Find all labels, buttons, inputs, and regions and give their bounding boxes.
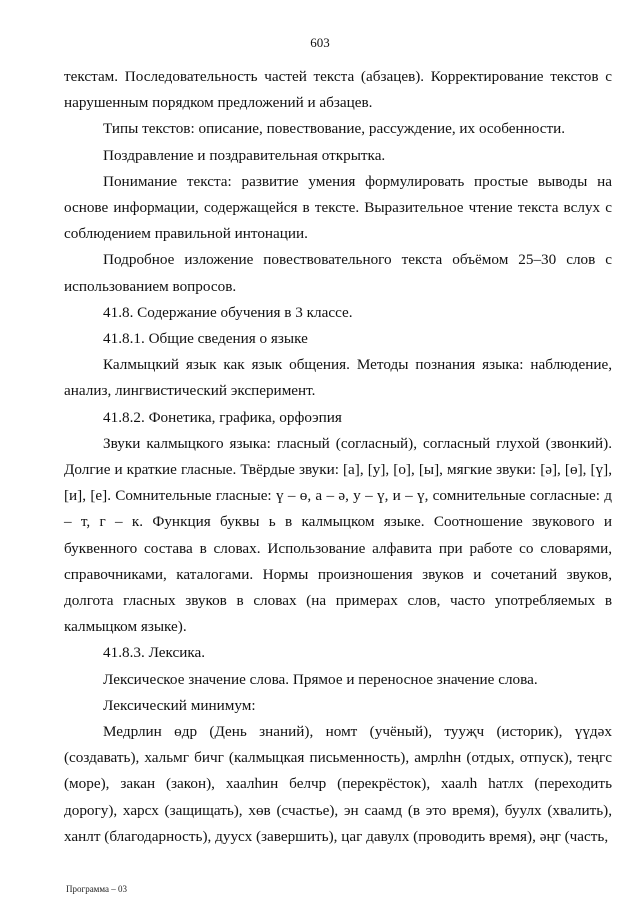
footer-program-label: Программа – 03 — [66, 884, 128, 894]
section-heading-41-8-3: 41.8.3. Лексика. — [103, 644, 206, 662]
document-body — [64, 64, 612, 850]
paragraph-lexical-minimum-label: Лексический минимум: — [103, 696, 256, 714]
paragraph-text-types: Типы текстов: описание, повествование, рассуждение, их особенности. — [103, 120, 566, 138]
paragraph-language-general: Калмыцкий язык как язык общения. Методы познания языка: наблюдение, анализ, лингвистический эксперимент. — [64, 356, 612, 400]
paragraph-text-sequence: текстам. Последовательность частей текста (абзацев). Корректирование текстов с нарушенным порядком предложений и абзацев. — [64, 68, 612, 112]
paragraph-vocabulary-list: Медрлин өдр (День знаний), номт (учёный), тууҗч (историк), үүдәх (создавать), хальмг бичг (калмыцкая письменность), амрлһн (отдых, отпуск), теңгс (море), закан (закон), хаалһин белчр (перекрёсток), хаалһ hатлх (переходить дорогу), харсх (защищать), хөв (счастье), эн саамд (в это время), буулх (хвалить), ханлт (благодарность), дуусх (завершить), цаг давулх (проводить время), әңг (часть, — [64, 723, 612, 845]
paragraph-phonetics: Звуки калмыцкого языка: гласный (согласный), согласный глухой (звонкий). Долгие и краткие гласные. Твёрдые звуки: [а], [у], [о], [ы], мягкие звуки: [ә], [ө], [ү], [и], [е]. Сомнительные гласные: ү – ө, а – ә, у – ү, и – ү, сомнительные согласные: д – т, г – к. Функция буквы ь в калмыцком языке. Соотношение звукового и буквенного состава в словах. Использование алфавита при работе со словарями, справочниками, каталогами. Нормы произношения звуков и сочетаний звуков, долгота гласных звуков в словах (на примерах слов, часто употребляемых в калмыцком языке). — [64, 434, 612, 636]
section-heading-41-8: 41.8. Содержание обучения в 3 классе. — [103, 303, 353, 321]
paragraph-text-understanding: Понимание текста: развитие умения формулировать простые выводы на основе информации, содержащейся в тексте. Выразительное чтение текста вслух с соблюдением правильной интонации. — [64, 172, 612, 243]
section-heading-41-8-1: 41.8.1. Общие сведения о языке — [103, 330, 308, 348]
paragraph-greeting-card: Поздравление и поздравительная открытка. — [103, 146, 386, 164]
page-number: 603 — [310, 35, 330, 50]
section-heading-41-8-2: 41.8.2. Фонетика, графика, орфоэпия — [103, 408, 342, 426]
paragraph-detailed-retelling: Подробное изложение повествовательного текста объёмом 25–30 слов с использованием вопросов. — [64, 251, 612, 295]
paragraph-lexical-meaning: Лексическое значение слова. Прямое и переносное значение слова. — [103, 670, 538, 688]
